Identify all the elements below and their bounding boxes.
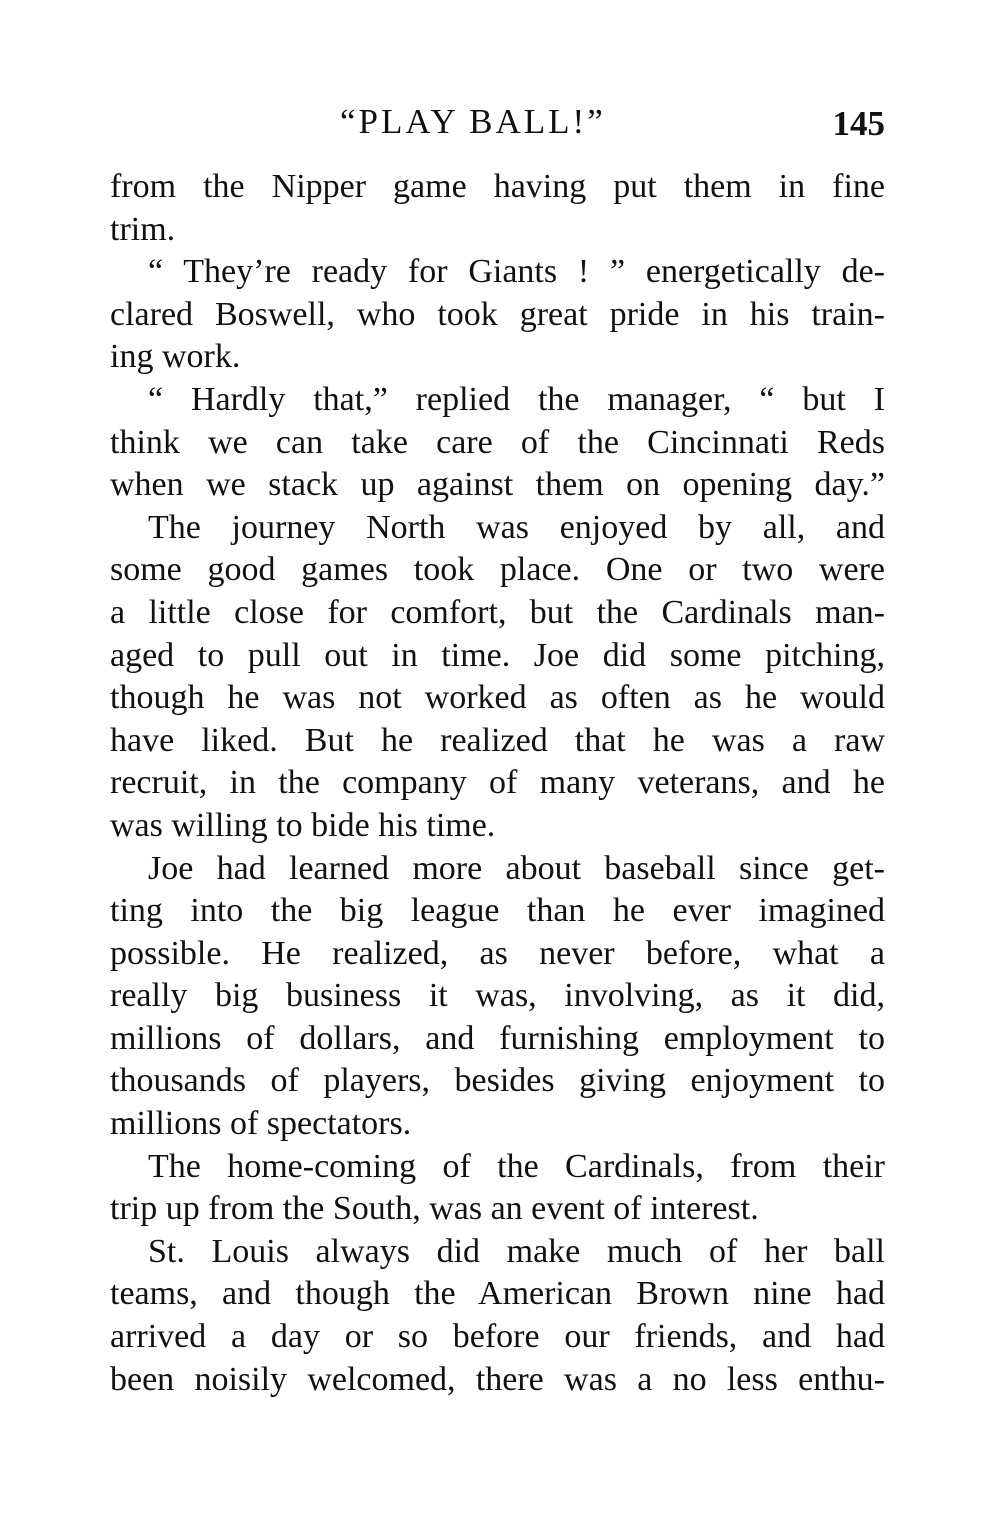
text-line: trip up from the South, was an event of interest. <box>110 1190 759 1228</box>
text-line: been noisily welcomed, there was a no less enthu- <box>110 1360 885 1398</box>
text-line: was willing to bide his time. <box>110 806 496 844</box>
text-line: a little close for comfort, but the Cardinals man- <box>110 593 885 631</box>
running-head <box>110 100 885 144</box>
text-line: thousands of players, besides giving enjoyment to <box>110 1062 885 1100</box>
text-line: when we stack up against them on opening day.” <box>110 466 885 504</box>
text-line: millions of spectators. <box>110 1105 412 1143</box>
text-line: think we can take care of the Cincinnati Reds <box>110 423 885 461</box>
text-line: trim. <box>110 210 176 248</box>
text-line: The journey North was enjoyed by all, and <box>148 508 885 546</box>
text-line: arrived a day or so before our friends, and had <box>110 1318 885 1356</box>
body-text <box>110 166 885 1401</box>
text-line: The home-coming of the Cardinals, from their <box>148 1147 885 1185</box>
text-line: ing work. <box>110 338 241 376</box>
text-line: possible. He realized, as never before, what a <box>110 934 885 972</box>
text-line: aged to pull out in time. Joe did some pitching, <box>110 636 885 674</box>
text-line: “ Hardly that,” replied the manager, “ but I <box>148 380 885 418</box>
text-line: millions of dollars, and furnishing employment to <box>110 1019 885 1057</box>
text-line: really big business it was, involving, as it did, <box>110 977 885 1015</box>
text-line: though he was not worked as often as he would <box>110 679 885 717</box>
text-line: Joe had learned more about baseball since get- <box>148 849 885 887</box>
page-number: 145 <box>832 104 885 143</box>
text-line: some good games took place. One or two were <box>110 551 885 589</box>
text-line: recruit, in the company of many veterans, and he <box>110 764 885 802</box>
running-title: “PLAY BALL!” <box>340 102 606 141</box>
text-line: St. Louis always did make much of her ball <box>148 1232 885 1270</box>
text-line: have liked. But he realized that he was a raw <box>110 721 885 759</box>
text-line: ting into the big league than he ever imagined <box>110 892 885 930</box>
text-line: “ They’re ready for Giants ! ” energetically de- <box>148 253 885 291</box>
text-line: from the Nipper game having put them in fine <box>110 168 885 205</box>
text-line: teams, and though the American Brown nine had <box>110 1275 885 1313</box>
text-line: clared Boswell, who took great pride in his train- <box>110 295 885 333</box>
